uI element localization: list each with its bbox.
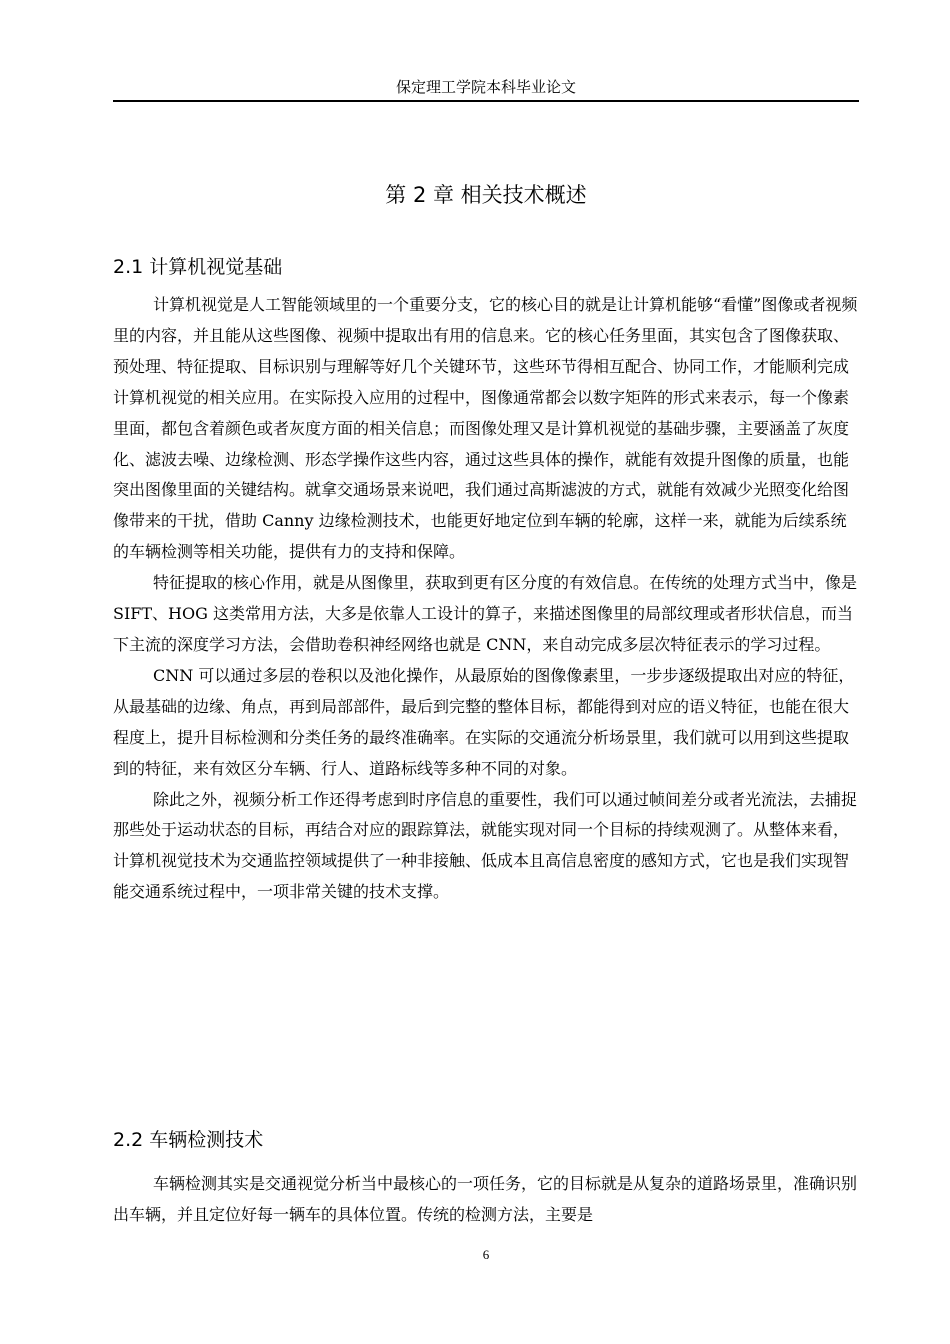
running-header: 保定理工学院本科毕业论文 xyxy=(395,78,576,96)
header-divider xyxy=(113,100,859,102)
section-heading-2-1: 2.1 计算机视觉基础 xyxy=(113,256,283,278)
section-body-2-1 xyxy=(113,290,859,908)
paragraph: CNN 可以通过多层的卷积以及池化操作，从最原始的图像像素里，一步步逐级提取出对应的特征，从最基础的边缘、角点，再到局部部件，最后到完整的整体目标，都能得到对应的语义特征，也能在很大程度上，提升目标检测和分类任务的最终准确率。在实际的交通流分析场景里，我们就可以用到这些提取到的特征，来有效区分车辆、行人、道路标线等多种不同的对象。 xyxy=(113,665,855,778)
section-body-2-2 xyxy=(113,1169,859,1231)
chapter-title: 第 2 章 相关技术概述 xyxy=(385,183,587,207)
paragraph: 车辆检测其实是交通视觉分析当中最核心的一项任务，它的目标就是从复杂的道路场景里，准确识别出车辆，并且定位好每一辆车的具体位置。传统的检测方法，主要是 xyxy=(113,1174,858,1224)
paragraph: 特征提取的核心作用，就是从图像里，获取到更有区分度的有效信息。在传统的处理方式当中，像是 SIFT、HOG 这类常用方法，大多是依靠人工设计的算子，来描述图像里的局部纹理或者形状信息，而当下主流的深度学习方法，会借助卷积神经网络也就是 CNN，来自动完成多层次特征表示的学习过程。 xyxy=(113,573,858,654)
paragraph: 计算机视觉是人工智能领域里的一个重要分支，它的核心目的就是让计算机能够“看懂”图像或者视频里的内容，并且能从这些图像、视频中提取出有用的信息来。它的核心任务里面，其实包含了图像获取、预处理、特征提取、目标识别与理解等好几个关键环节，这些环节得相互配合、协同工作，才能顺利完成计算机视觉的相关应用。在实际投入应用的过程中，图像通常都会以数字矩阵的形式来表示，每一个像素里面，都包含着颜色或者灰度方面的相关信息；而图像处理又是计算机视觉的基础步骤，主要涵盖了灰度化、滤波去噪、边缘检测、形态学操作这些内容，通过这些具体的操作，就能有效提升图像的质量，也能突出图像里面的关键结构。就拿交通场景来说吧，我们通过高斯滤波的方式，就能有效减少光照变化给图像带来的干扰，借助 Canny 边缘检测技术，也能更好地定位到车辆的轮廓，这样一来，就能为后续系统的车辆检测等相关功能，提供有力的支持和保障。 xyxy=(113,295,858,562)
section-heading-2-2: 2.2 车辆检测技术 xyxy=(113,1129,264,1151)
paragraph: 除此之外，视频分析工作还得考虑到时序信息的重要性，我们可以通过帧间差分或者光流法，去捕捉那些处于运动状态的目标，再结合对应的跟踪算法，就能实现对同一个目标的持续观测了。从整体来看，计算机视觉技术为交通监控领域提供了一种非接触、低成本且高信息密度的感知方式，它也是我们实现智能交通系统过程中，一项非常关键的技术支撑。 xyxy=(113,789,858,902)
page-number: 6 xyxy=(482,1247,490,1262)
